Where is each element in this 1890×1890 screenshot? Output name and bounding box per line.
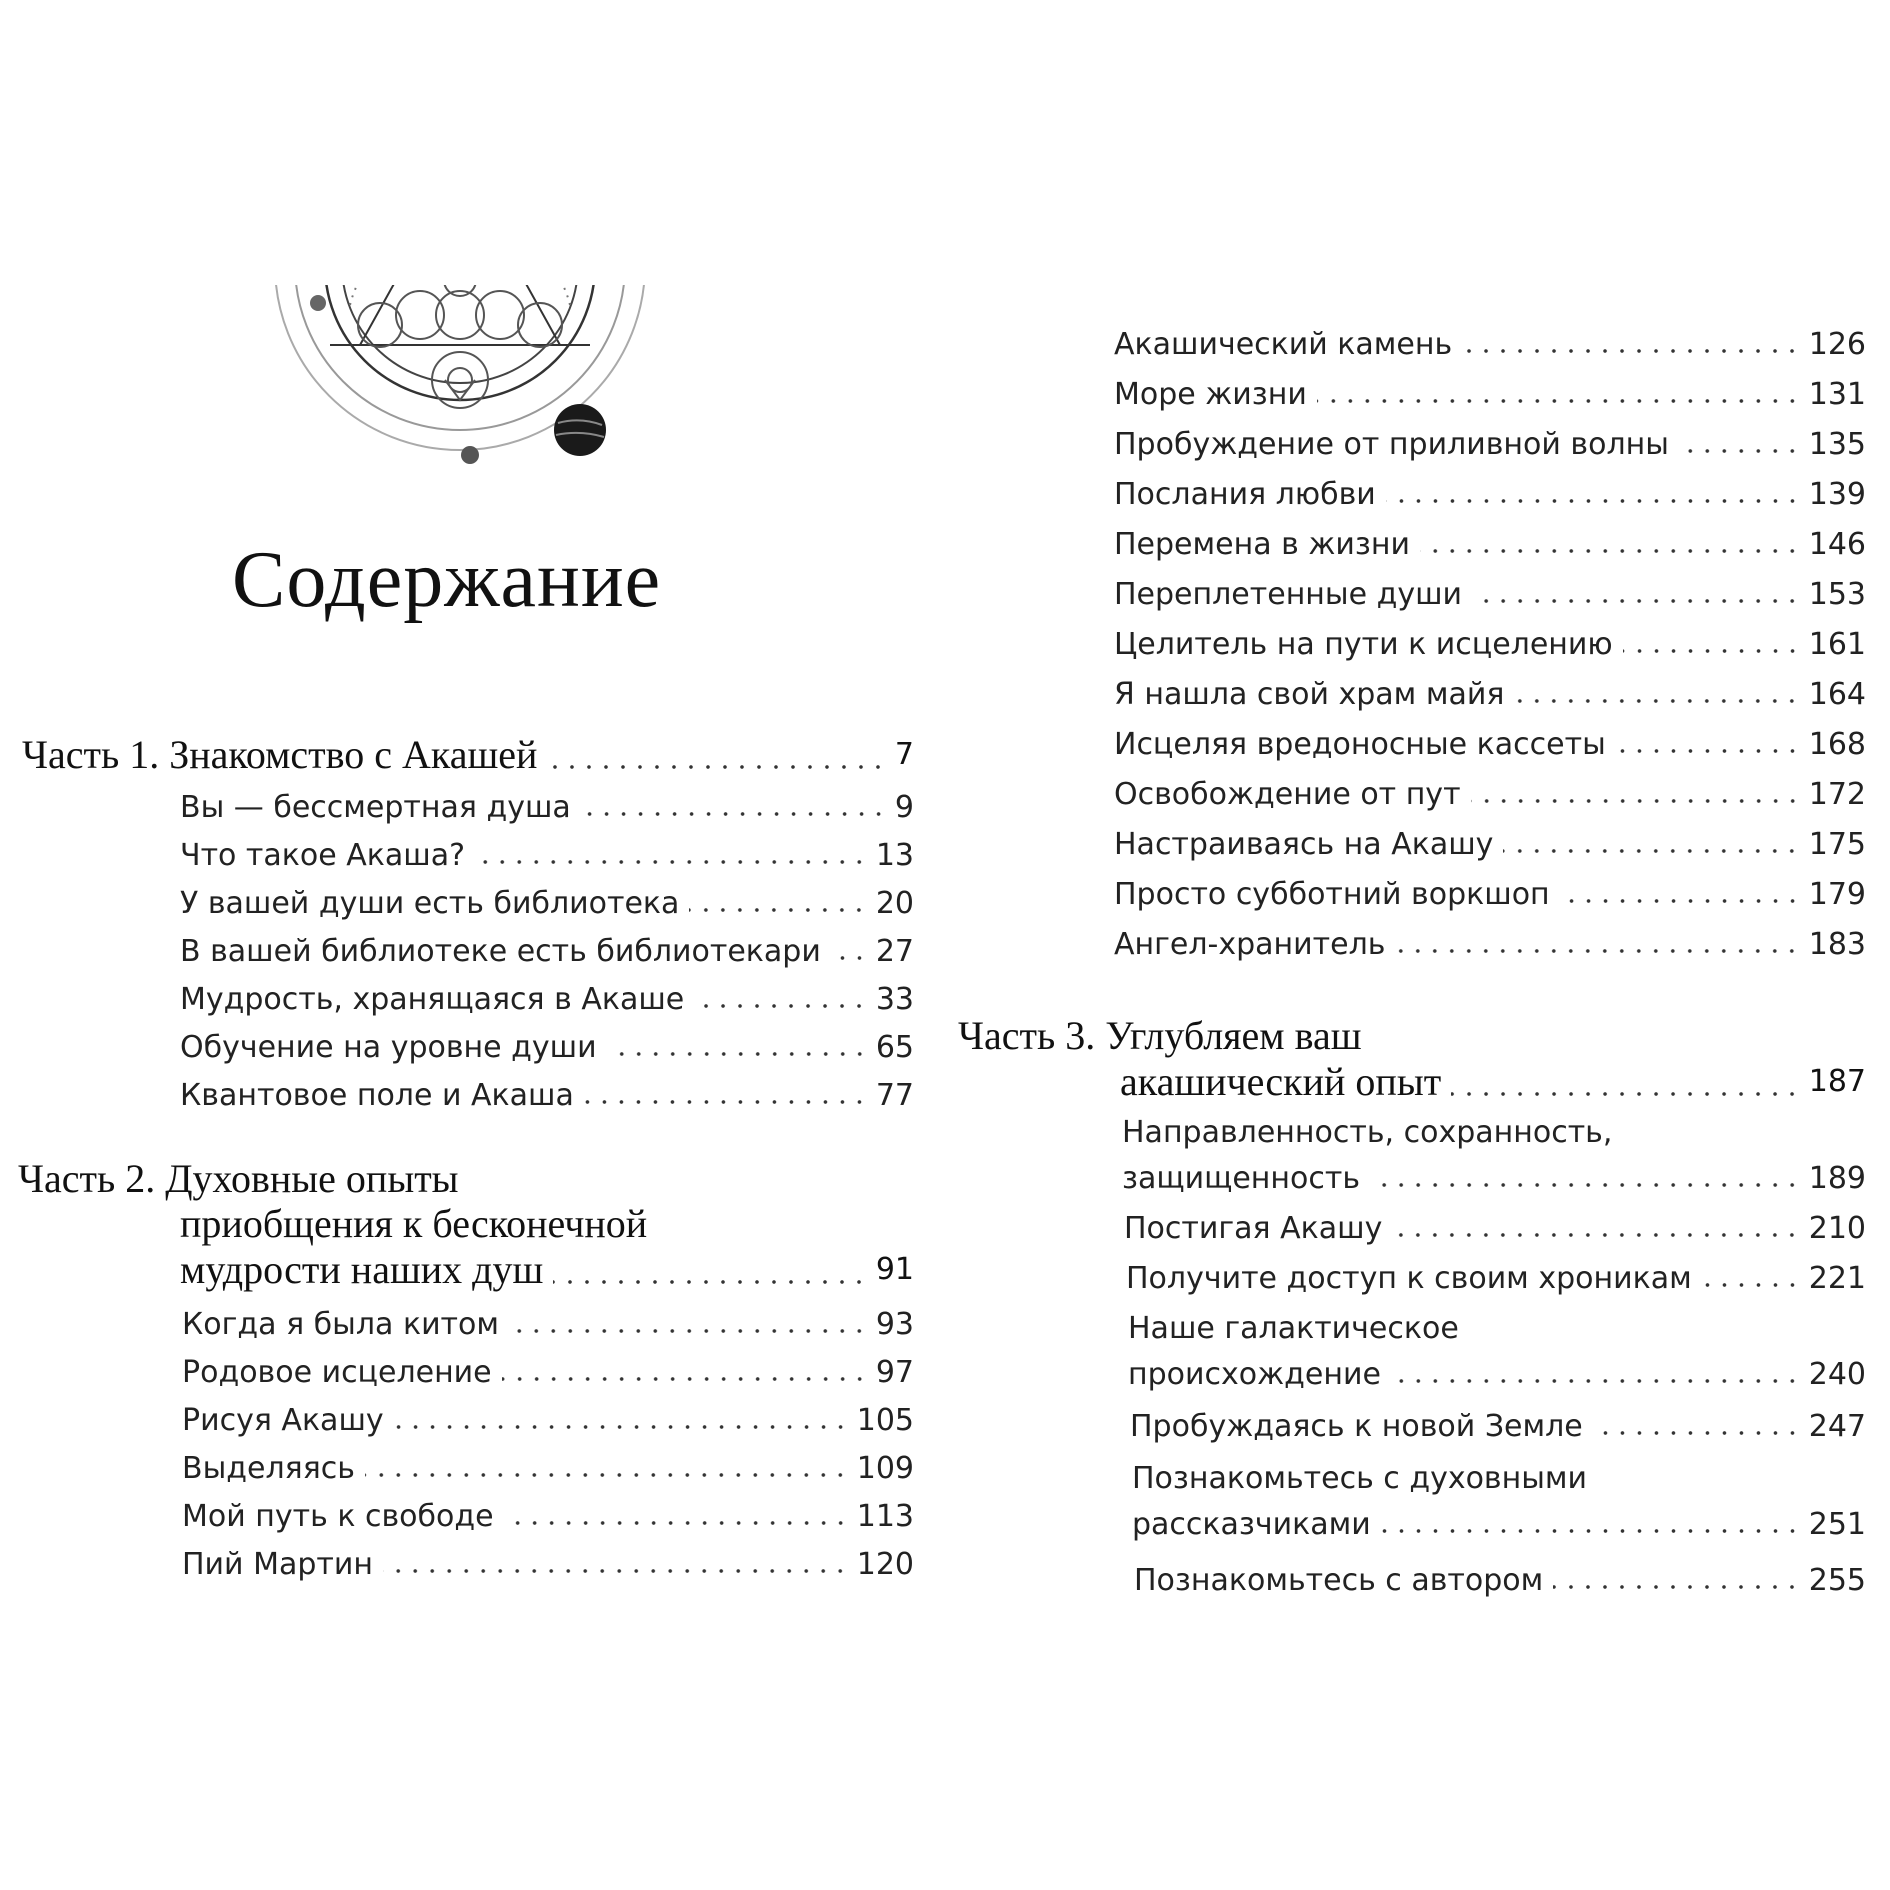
toc-item: Познакомьтесь с автором 255 — [1134, 1563, 1866, 1598]
toc-item: Я нашла свой храм майя 164 — [1114, 677, 1866, 712]
toc-item: Настраиваясь на Акашу 175 — [1114, 827, 1866, 862]
part-3-title-line-1: Часть 3. Углубляем ваш — [958, 1013, 1362, 1058]
toc-item: Мой путь к свободе 113 — [182, 1499, 914, 1534]
leader-dots — [553, 1279, 868, 1285]
toc-item: Море жизни 131 — [1114, 377, 1866, 412]
toc-item-line: Направленность, сохранность, — [1122, 1115, 1613, 1150]
toc-item: Пробуждаясь к новой Земле 247 — [1130, 1409, 1866, 1444]
toc-item: рассказчиками 251 — [1132, 1507, 1866, 1542]
toc-item: Обучение на уровне души 65 — [180, 1030, 914, 1065]
leader-dots — [547, 764, 886, 770]
toc-item: Квантовое поле и Акаша 77 — [180, 1078, 914, 1113]
part-2-title-line-3: мудрости наших душ — [180, 1247, 544, 1292]
toc-item: Родовое исцеление 97 — [182, 1355, 914, 1390]
toc-item: Когда я была китом 93 — [182, 1307, 914, 1342]
toc-item: В вашей библиотеке есть библиотекари 27 — [180, 934, 914, 969]
toc-item: Освобождение от пут 172 — [1114, 777, 1866, 812]
part-2-title-line-1: Часть 2. Духовные опыты — [18, 1156, 459, 1201]
toc-item: У вашей души есть библиотека 20 — [180, 886, 914, 921]
toc-item-line: Познакомьтесь с духовными — [1132, 1461, 1588, 1496]
part-2-title-line-2: приобщения к бесконечной — [180, 1201, 648, 1246]
toc-item: Выделяясь 109 — [182, 1451, 914, 1486]
sacred-geometry-emblem-icon — [270, 285, 650, 475]
toc-item: Вы — бессмертная душа 9 — [180, 790, 914, 825]
toc-item: Исцеляя вредоносные кассеты 168 — [1114, 727, 1866, 762]
toc-item: Пробуждение от приливной волны 135 — [1114, 427, 1866, 462]
toc-item: Переплетенные души 153 — [1114, 577, 1866, 612]
toc-item-line: Наше галактическое — [1128, 1311, 1459, 1346]
toc-item: Рисуя Акашу 105 — [182, 1403, 914, 1438]
part-3-entry — [1120, 1057, 1866, 1105]
toc-item: Получите доступ к своим хроникам 221 — [1126, 1261, 1866, 1296]
toc-item: Пий Мартин 120 — [182, 1547, 914, 1582]
leader-dots — [1451, 1091, 1801, 1097]
toc-item: защищенность 189 — [1122, 1161, 1866, 1196]
part-1-entry — [22, 730, 914, 778]
toc-item: Послания любви 139 — [1114, 477, 1866, 512]
part-1-page: 7 — [894, 737, 914, 772]
toc-item: Перемена в жизни 146 — [1114, 527, 1866, 562]
toc-item: Акашический камень 126 — [1114, 327, 1866, 362]
toc-item: Мудрость, хранящаяся в Акаше 33 — [180, 982, 914, 1017]
toc-item: Что такое Акаша? 13 — [180, 838, 914, 873]
part-2-entry — [180, 1245, 914, 1293]
toc-item: Целитель на пути к исцелению 161 — [1114, 627, 1866, 662]
toc-item: Просто субботний воркшоп 179 — [1114, 877, 1866, 912]
toc-item: происхождение 240 — [1128, 1357, 1866, 1392]
part-1-title: Часть 1. Знакомство с Акашей — [22, 732, 538, 777]
part-3-title-line-2: акашический опыт — [1120, 1059, 1442, 1104]
part-2-page: 91 — [875, 1252, 914, 1287]
toc-item: Ангел-хранитель 183 — [1114, 927, 1866, 962]
part-3-page: 187 — [1808, 1064, 1866, 1099]
toc-item: Постигая Акашу 210 — [1124, 1211, 1866, 1246]
page-title: Содержание — [232, 536, 662, 624]
